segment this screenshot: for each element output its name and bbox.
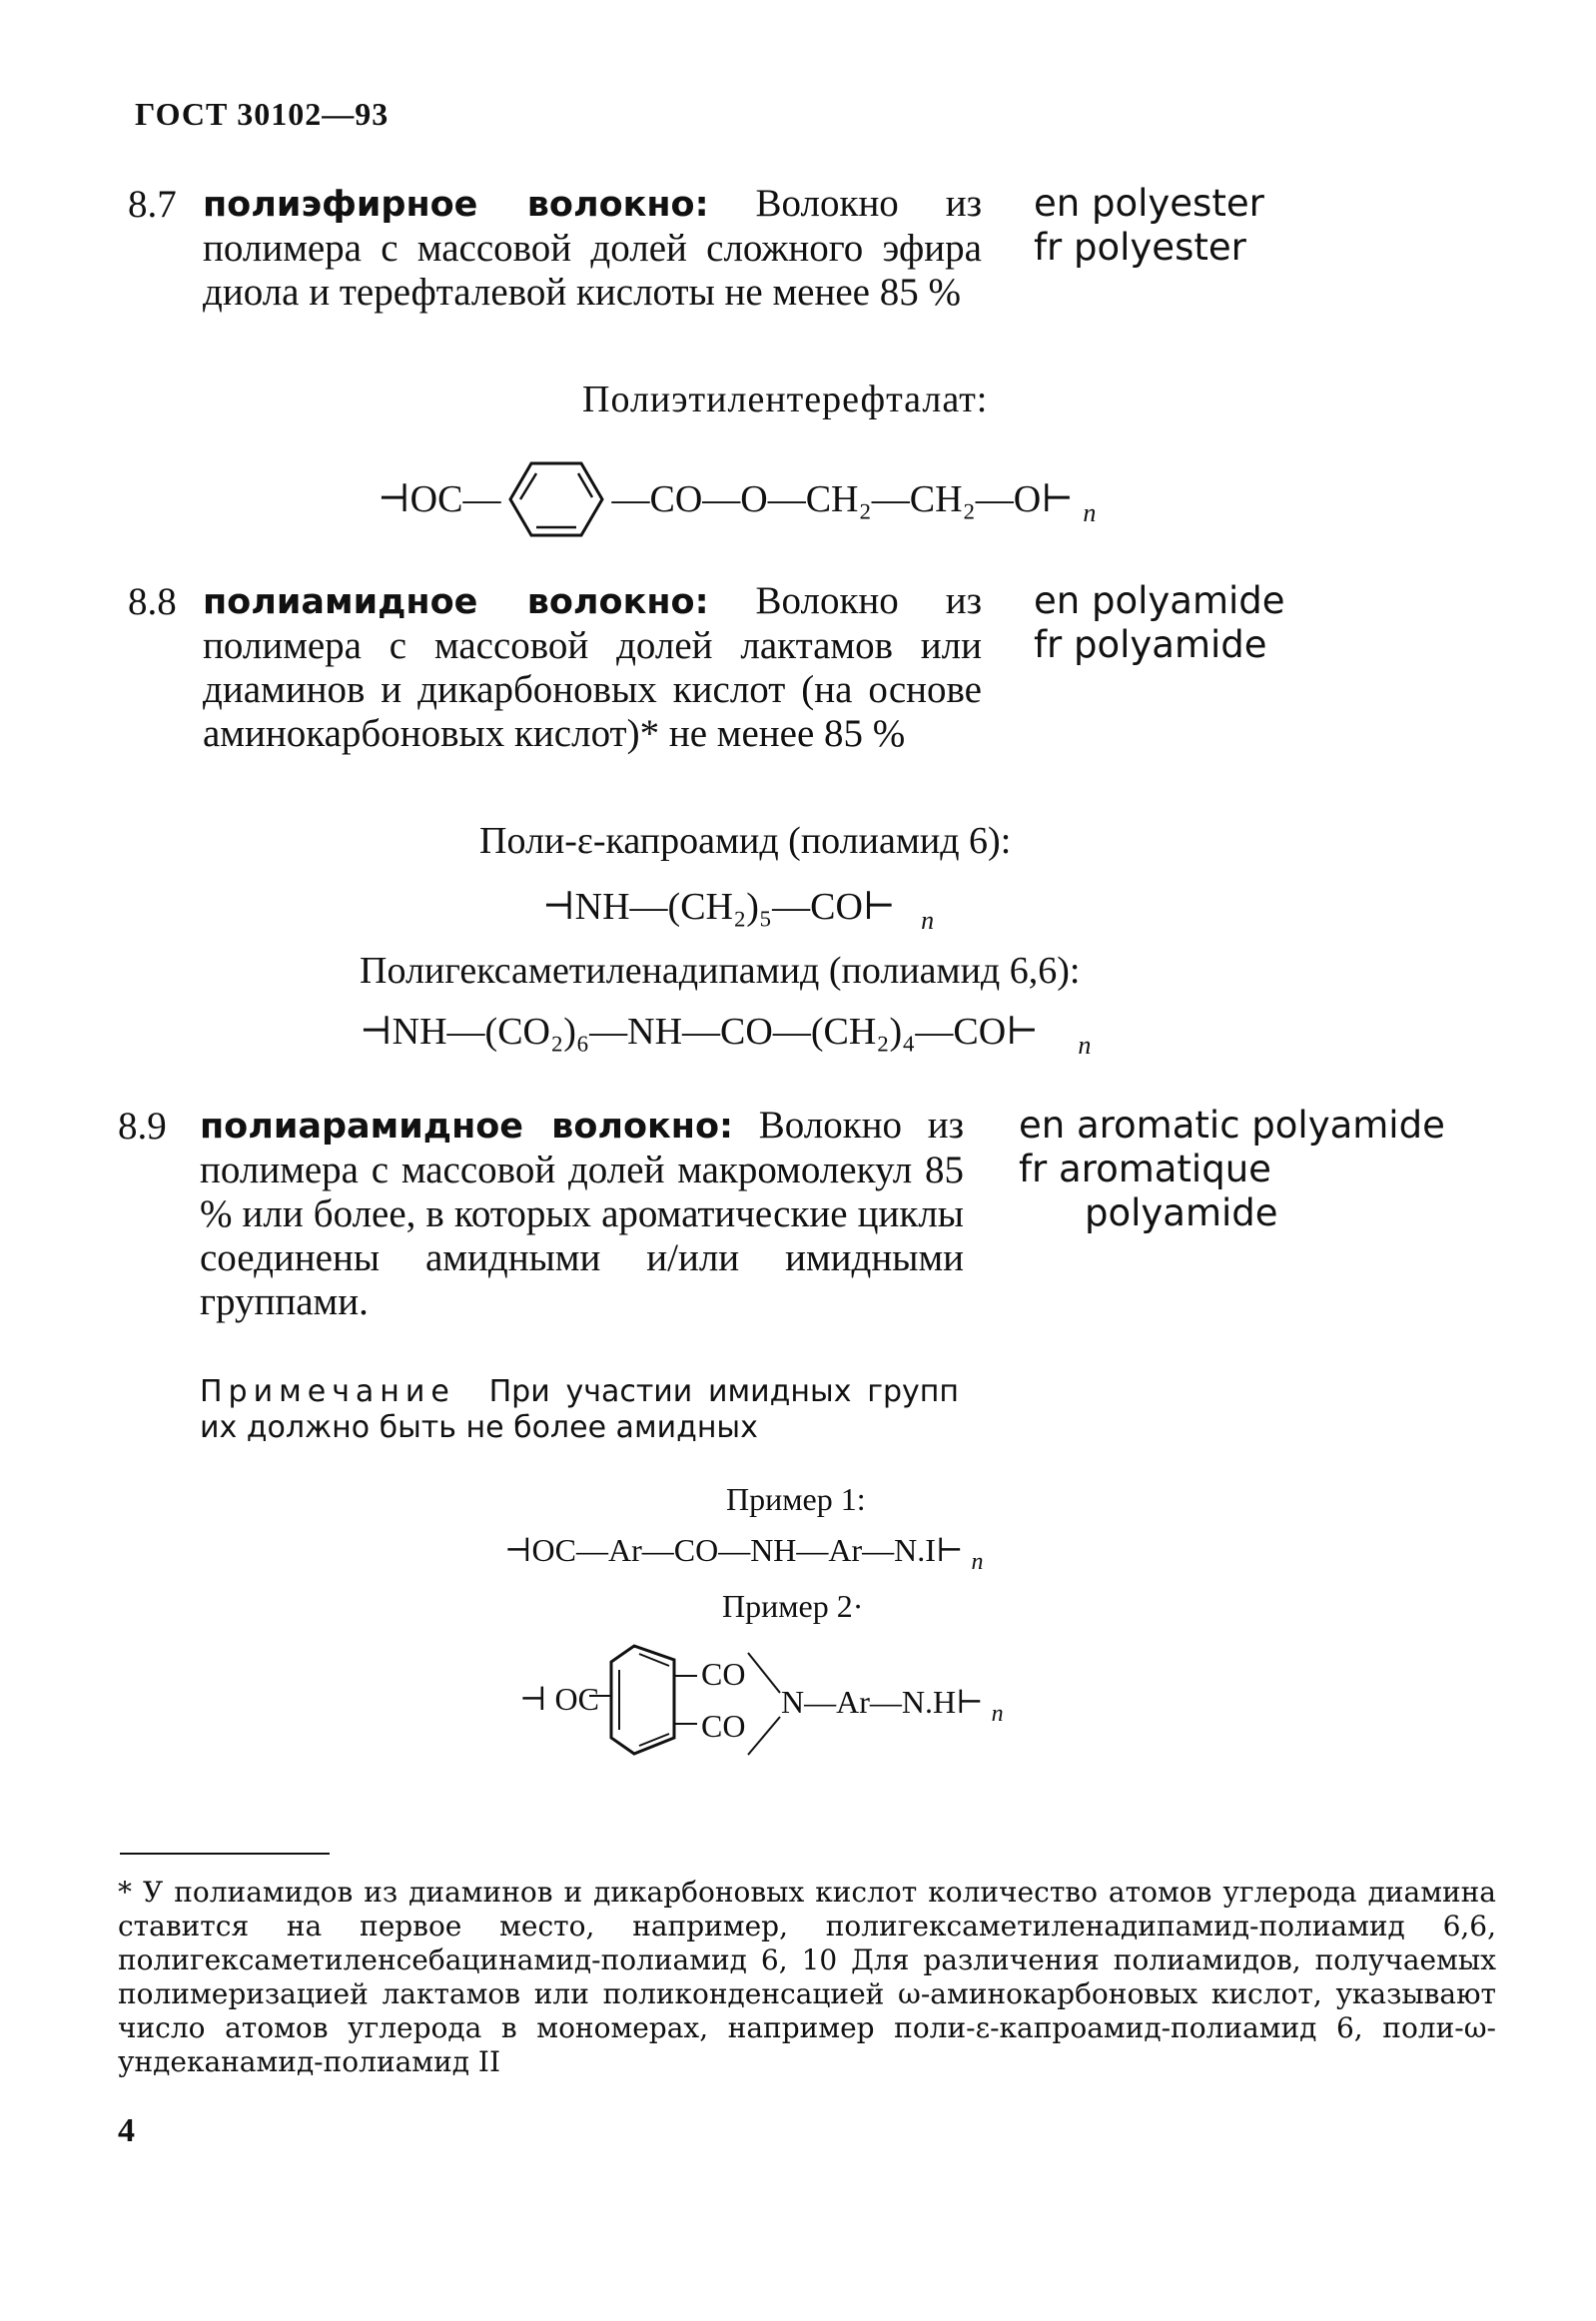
- entry-8-8-body: [203, 579, 982, 756]
- entry-8-9-body: [200, 1104, 964, 1324]
- entry-8-7-fr: fr polyester: [1034, 226, 1246, 269]
- example2-formula: [519, 1638, 1139, 1768]
- note-label: Примечание: [200, 1374, 455, 1409]
- entry-number-8-8: 8.8: [128, 580, 177, 623]
- entry-8-9-term: полиарамидное волокно:: [200, 1107, 734, 1147]
- footnote: * У полиамидов из диаминов и дикарбоновых кислот количество атомов углерода диамина ставится на первое место, например, полигексаметиленадипамид-полиамид 6,6, полигексаметиленсебацинамид-полиамид 6, 10 Для различения полиамидов, получаемых полимеризацией лактамов или поликонденсацией ω-аминокарбоновых кислот, указывают число атомов углерода в мономерах, например поли-ε-капроамид-полиамид 6, поли-ω-ундеканамид-полиамид II: [118, 1876, 1496, 2078]
- entry-8-9-fr: fr aromatique: [1019, 1148, 1271, 1190]
- pa6-formula-n: n: [921, 906, 935, 935]
- example2-left: ⊣ OC: [519, 1681, 599, 1717]
- example2-right-text: N—Ar—N.H⊢: [781, 1684, 984, 1720]
- page-number: 4: [118, 2112, 135, 2149]
- entry-8-9-en: en aromatic polyamide: [1019, 1104, 1445, 1147]
- entry-8-8-fr: fr polyamide: [1034, 623, 1267, 666]
- entry-8-9-fr-cont: polyamide: [1085, 1191, 1278, 1234]
- pa66-formula: [360, 1009, 1091, 1061]
- example2-n: n: [991, 1701, 1004, 1727]
- entry-8-8-en: en polyamide: [1034, 579, 1285, 622]
- example1-formula-text: ⊣OC—Ar—CO—NH—Ar—N.I⊢: [504, 1532, 964, 1568]
- entry-8-8-equivalents: [1034, 579, 1285, 667]
- pa6-formula: [542, 884, 934, 936]
- example2-co-top: CO: [701, 1656, 746, 1692]
- entry-8-9-equivalents: [1019, 1104, 1445, 1235]
- note-text: При участии имидных групп их должно быть не более амидных: [200, 1374, 959, 1445]
- example1-formula-n: n: [971, 1549, 984, 1575]
- pet-formula: [378, 459, 1096, 539]
- entry-8-7-equivalents: [1034, 182, 1264, 270]
- entry-number-8-7: 8.7: [128, 183, 177, 226]
- entry-number-8-9: 8.9: [118, 1105, 167, 1148]
- entry-8-7-body: [203, 182, 982, 315]
- pet-formula-n: n: [1083, 498, 1097, 527]
- pa6-formula-text: ⊣NH—(CH₂)₅—CO⊢: [542, 886, 896, 928]
- benzene-ring-icon: [506, 459, 606, 539]
- entry-8-7-term: полиэфирное волокно:: [203, 185, 709, 225]
- example1-caption: Пример 1:: [726, 1481, 866, 1517]
- pet-formula-right: —CO—O—CH₂—CH₂—O⊢: [611, 478, 1074, 520]
- example2-right: [781, 1683, 1004, 1728]
- pa66-caption: Полигексаметиленадипамид (полиамид 6,6):: [360, 950, 1081, 992]
- pa66-formula-text: ⊣NH—(CO₂)₆—NH—CO—(CH₂)₄—CO⊢: [360, 1011, 1039, 1053]
- benzene-ring-icon: [589, 1638, 699, 1768]
- entry-8-8-term: полиамидное волокно:: [203, 582, 709, 622]
- imide-bond-lines: [744, 1643, 784, 1763]
- entry-8-8-definition: Волокно из полимера с массовой долей лактамов или диаминов и дикарбоновых кислот (на основе аминокарбоновых кислот)* не менее 85 %: [203, 579, 982, 755]
- entry-8-9-definition: Волокно из полимера с массовой долей макромолекул 85 % или более, в которых ароматические циклы соединены амидными и/или имидными группами.: [200, 1104, 964, 1323]
- entry-8-7-definition: Волокно из полимера с массовой долей сложного эфира диола и терефталевой кислоты не менее 85 %: [203, 182, 982, 314]
- footnote-divider: [120, 1853, 330, 1855]
- note: [200, 1374, 959, 1446]
- pa6-caption: Поли-ε-капроамид (полиамид 6):: [479, 820, 1012, 862]
- pet-formula-left: ⊣OC—: [378, 478, 501, 520]
- pa66-formula-n: n: [1078, 1031, 1092, 1060]
- entry-8-7-en: en polyester: [1034, 182, 1264, 225]
- example2-co-bottom: CO: [701, 1708, 746, 1744]
- example1-formula: [504, 1531, 983, 1576]
- example2-caption: Пример 2·: [722, 1588, 864, 1624]
- pet-caption: Полиэтилентерефталат:: [582, 379, 989, 420]
- document-header: ГОСТ 30102—93: [135, 96, 390, 132]
